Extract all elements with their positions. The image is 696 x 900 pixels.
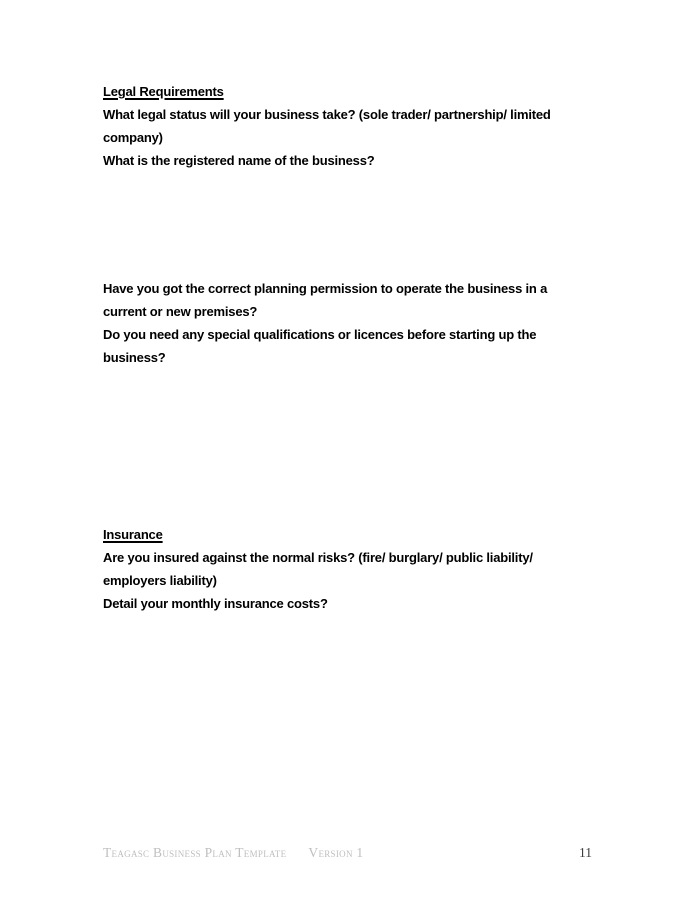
section-planning-qualifications [103, 277, 636, 369]
qualifications-question-line-1: Do you need any special qualifications or licences before starting up the [103, 327, 537, 342]
footer-title [103, 841, 363, 864]
legal-status-question-line-2: company) [103, 130, 163, 145]
legal-requirements-heading: Legal Requirements [103, 84, 224, 99]
registered-name-question: What is the registered name of the business? [103, 153, 375, 168]
page-footer [103, 841, 592, 864]
footer-version-label: Version 1 [308, 845, 364, 860]
insurance-heading: Insurance [103, 527, 163, 542]
page-number: 11 [579, 845, 592, 860]
insurance-risks-question-line-1: Are you insured against the normal risks? (fire/ burglary/ public liability/ [103, 550, 533, 565]
insurance-costs-question: Detail your monthly insurance costs? [103, 596, 328, 611]
section-insurance [103, 523, 636, 615]
qualifications-question-line-2: business? [103, 350, 166, 365]
planning-permission-question-line-2: current or new premises? [103, 304, 258, 319]
footer-template-label: Teagasc Business Plan Template [103, 845, 287, 860]
section-legal-requirements [103, 80, 636, 172]
legal-status-question-line-1: What legal status will your business take? (sole trader/ partnership/ limited [103, 107, 551, 122]
insurance-risks-question-line-2: employers liability) [103, 573, 217, 588]
planning-permission-question-line-1: Have you got the correct planning permission to operate the business in a [103, 281, 548, 296]
